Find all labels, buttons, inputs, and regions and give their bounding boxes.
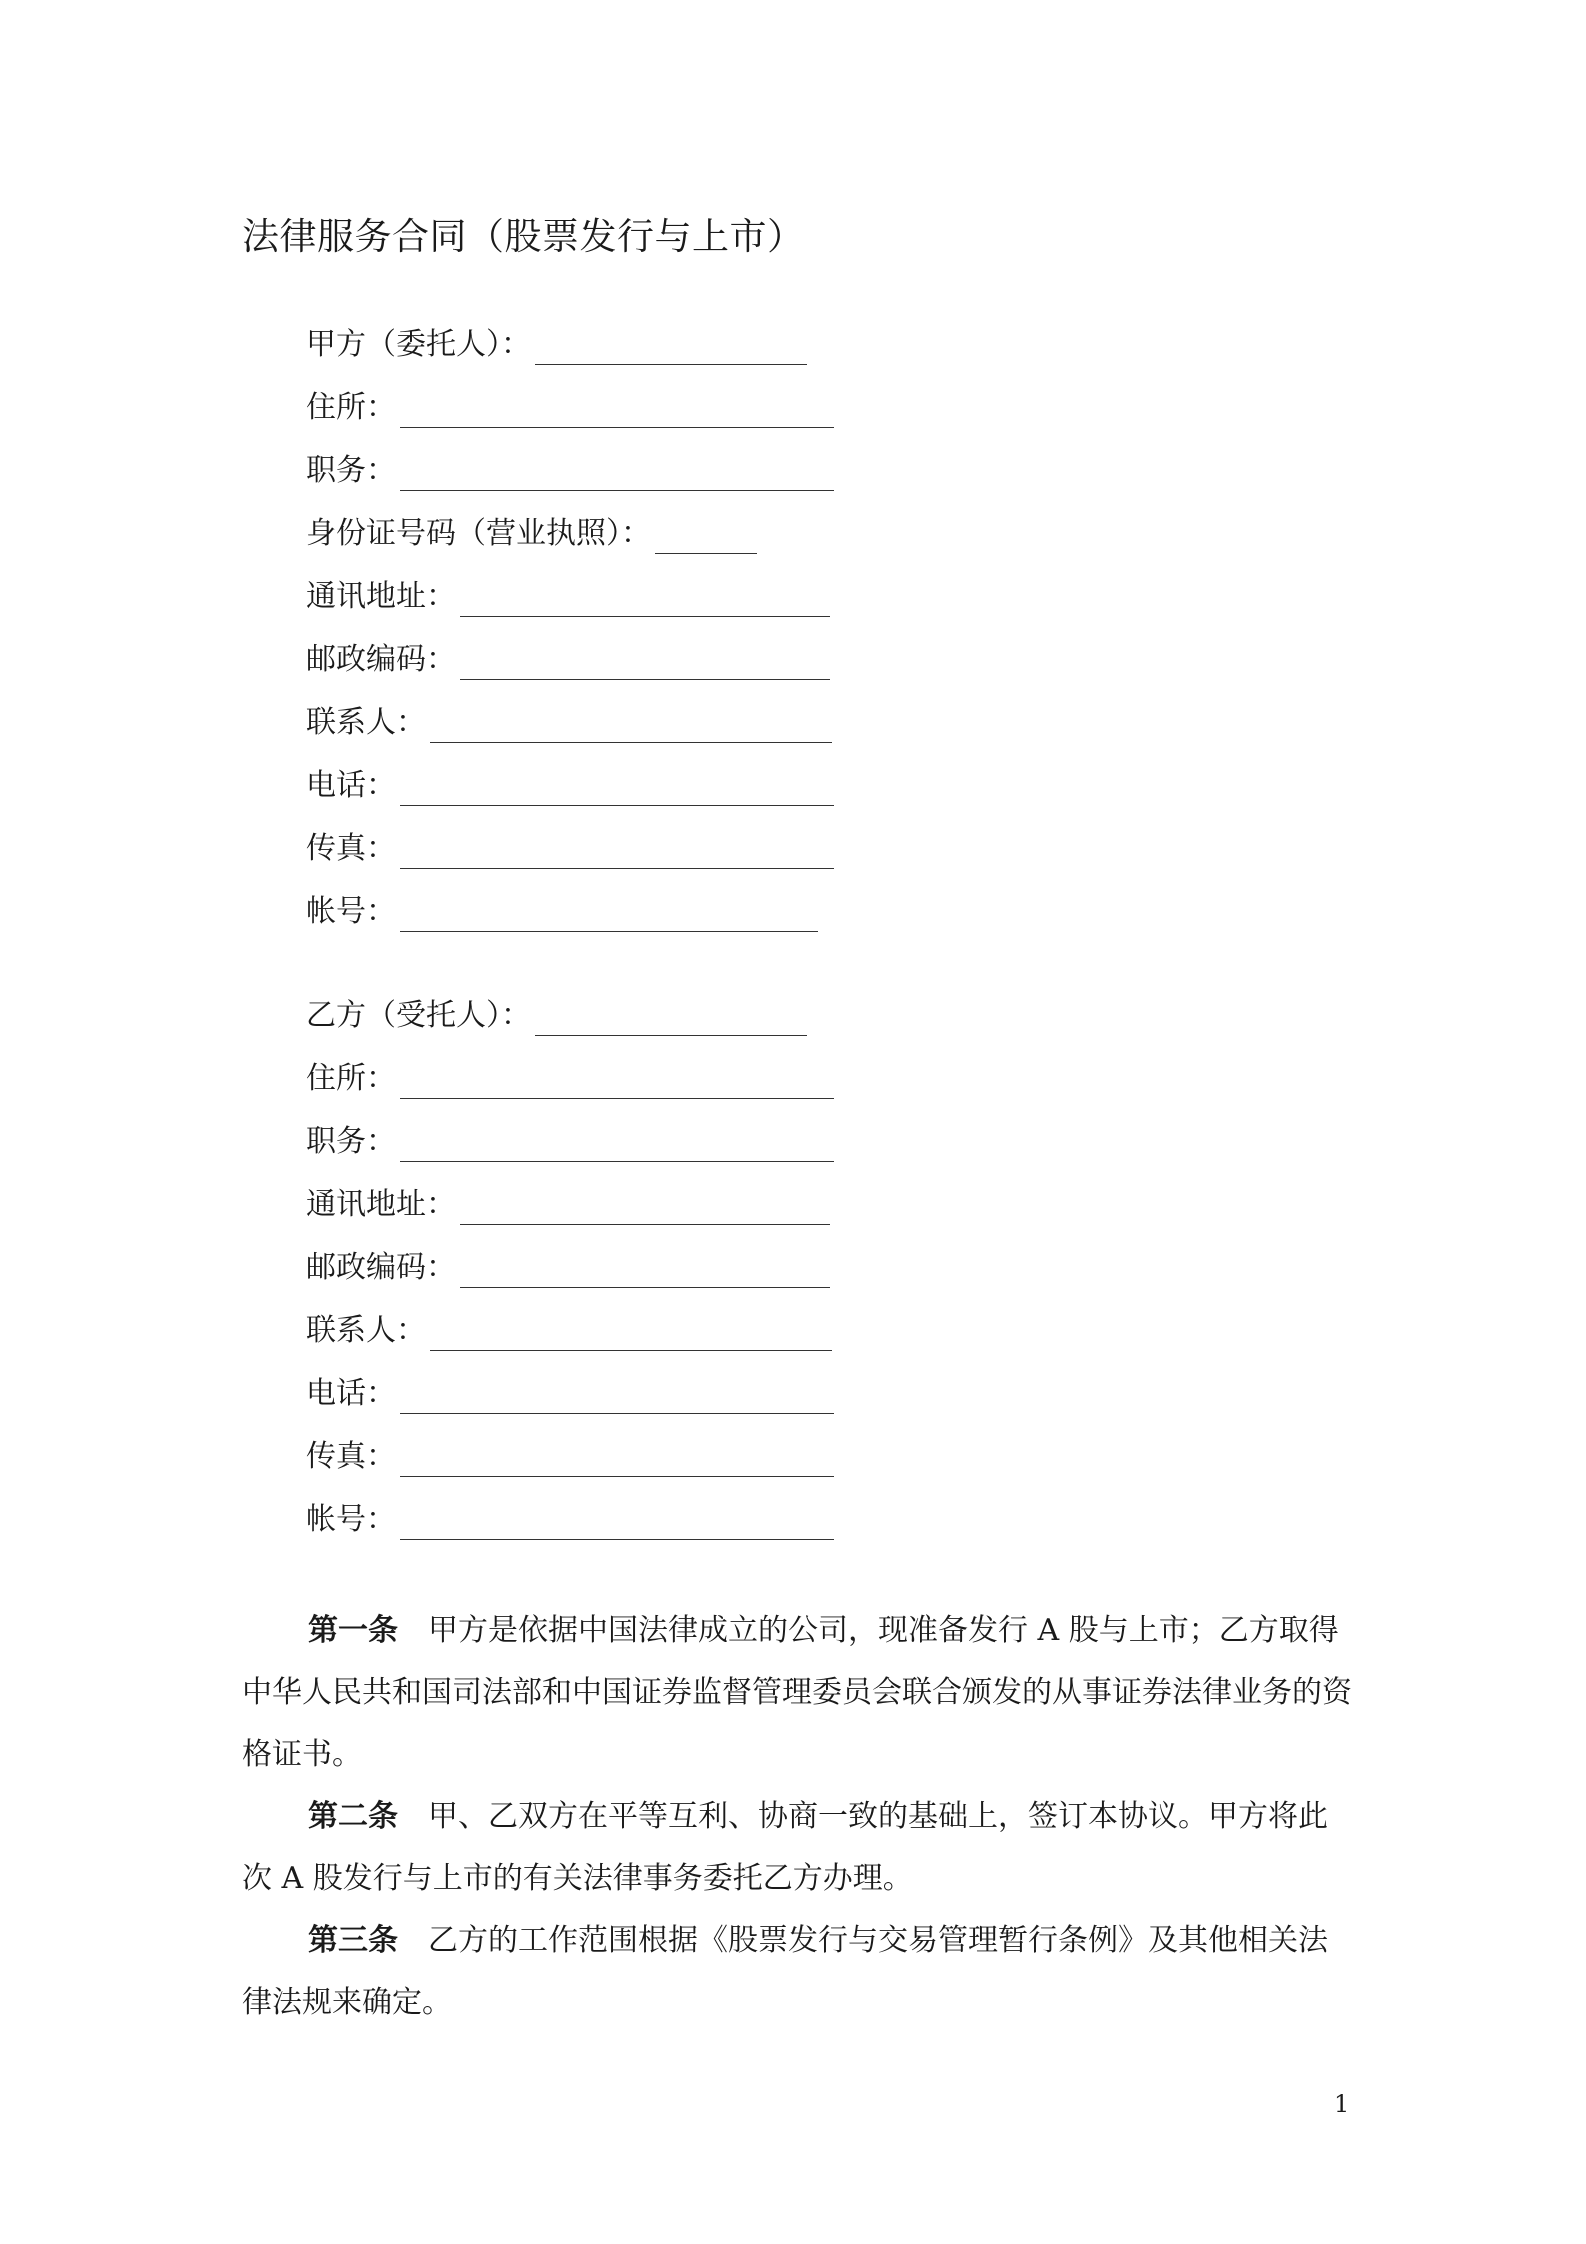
party-a-fax-field (306, 829, 834, 869)
party-a-name-field (306, 325, 807, 365)
party-a-postcode-field (306, 640, 830, 680)
article-number: 第一条 (308, 1613, 398, 1648)
fill-blank[interactable] (400, 771, 834, 806)
field-label: 邮政编码： (306, 1250, 456, 1285)
fill-blank[interactable] (400, 1379, 834, 1414)
page-number: 1 (1334, 2090, 1350, 2118)
article-text: 甲、乙双方在平等互利、协商一致的基础上，签订本协议。甲方将此次 A 股发行与上市的有关法律事务委托乙方办理。 (242, 1799, 1328, 1896)
field-label: 帐号： (306, 894, 396, 929)
party-b-position-field (306, 1122, 834, 1162)
fill-blank[interactable] (400, 1442, 834, 1477)
fill-blank[interactable] (655, 519, 757, 554)
fill-blank[interactable] (400, 456, 834, 491)
article-text: 乙方的工作范围根据《股票发行与交易管理暂行条例》及其他相关法律法规来确定。 (242, 1923, 1328, 2020)
field-label: 邮政编码： (306, 642, 456, 677)
field-label: 通讯地址： (306, 579, 456, 614)
field-label: 联系人： (306, 1313, 426, 1348)
party-a-position-field (306, 451, 834, 491)
party-b-account-field (306, 1500, 834, 1540)
field-label: 传真： (306, 831, 396, 866)
article-number: 第二条 (308, 1799, 398, 1834)
article-1 (242, 1600, 1352, 1786)
party-a-address-field (306, 388, 834, 428)
party-a-account-field (306, 892, 818, 932)
field-label: 乙方（受托人）： (306, 998, 531, 1033)
fill-blank[interactable] (460, 582, 830, 617)
fill-blank[interactable] (535, 330, 807, 365)
article-text: 甲方是依据中国法律成立的公司，现准备发行 A 股与上市；乙方取得中华人民共和国司法部和中国证券监督管理委员会联合颁发的从事证券法律业务的资格证书。 (242, 1613, 1352, 1772)
field-label: 职务： (306, 1124, 396, 1159)
field-label: 电话： (306, 1376, 396, 1411)
field-label: 通讯地址： (306, 1187, 456, 1222)
document-title: 法律服务合同（股票发行与上市） (242, 215, 805, 258)
party-a-contact-field (306, 703, 832, 743)
field-label: 联系人： (306, 705, 426, 740)
party-b-postcode-field (306, 1248, 830, 1288)
fill-blank[interactable] (400, 1505, 834, 1540)
party-a-id-field (306, 514, 757, 554)
field-label: 住所： (306, 1061, 396, 1096)
article-3 (242, 1910, 1352, 2034)
party-b-mailing-address-field (306, 1185, 830, 1225)
fill-blank[interactable] (430, 708, 832, 743)
party-b-name-field (306, 996, 807, 1036)
field-label: 甲方（委托人）： (306, 327, 531, 362)
article-2 (242, 1786, 1352, 1910)
fill-blank[interactable] (400, 834, 834, 869)
party-b-address-field (306, 1059, 834, 1099)
fill-blank[interactable] (400, 1064, 834, 1099)
field-label: 职务： (306, 453, 396, 488)
fill-blank[interactable] (460, 645, 830, 680)
party-b-contact-field (306, 1311, 832, 1351)
party-b-fax-field (306, 1437, 834, 1477)
field-label: 住所： (306, 390, 396, 425)
field-label: 帐号： (306, 1502, 396, 1537)
article-number: 第三条 (308, 1923, 398, 1958)
party-a-phone-field (306, 766, 834, 806)
field-label: 电话： (306, 768, 396, 803)
field-label: 身份证号码（营业执照）： (306, 516, 651, 551)
fill-blank[interactable] (400, 393, 834, 428)
field-label: 传真： (306, 1439, 396, 1474)
fill-blank[interactable] (535, 1001, 807, 1036)
party-b-phone-field (306, 1374, 834, 1414)
fill-blank[interactable] (460, 1253, 830, 1288)
party-a-mailing-address-field (306, 577, 830, 617)
fill-blank[interactable] (430, 1316, 832, 1351)
fill-blank[interactable] (400, 897, 818, 932)
fill-blank[interactable] (460, 1190, 830, 1225)
fill-blank[interactable] (400, 1127, 834, 1162)
